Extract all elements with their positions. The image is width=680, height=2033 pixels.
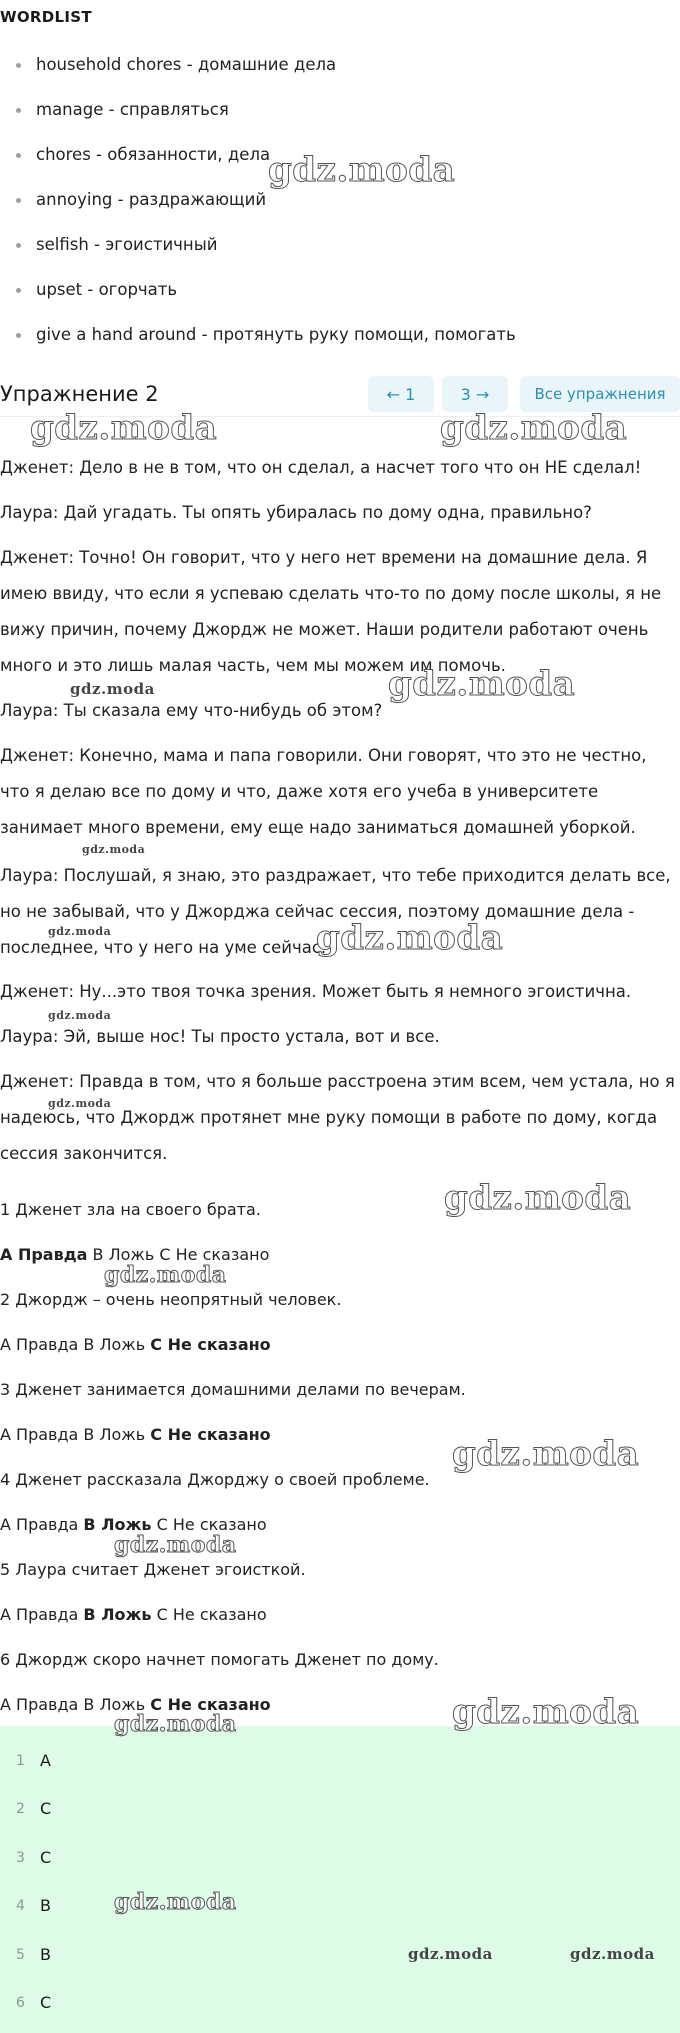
question-text: 6 Джордж скоро начнет помогать Дженет по дому. xyxy=(0,1650,439,1669)
list-item xyxy=(0,279,680,324)
bullet-icon xyxy=(16,198,21,203)
option-c[interactable]: C Не сказано xyxy=(150,1425,271,1444)
list-item xyxy=(0,99,680,144)
answer-number: 1 xyxy=(16,1753,25,1769)
question-text: 5 Лаура считает Дженет эгоисткой. xyxy=(0,1560,306,1579)
option-b[interactable]: B Ложь xyxy=(83,1515,152,1534)
dialogue-line: Дженет: Конечно, мама и папа говорили. Они говорят, что это не честно, что я делаю все по дому и что, даже хотя его учеба в университете занимает много времени, ему еще надо заниматься домашней уборкой. xyxy=(0,746,647,837)
question-options xyxy=(0,1333,680,1357)
wordlist-item-text: household chores - домашние дела xyxy=(36,55,337,74)
option-c[interactable]: C Не сказано xyxy=(150,1695,271,1714)
answer-value: C xyxy=(40,1799,52,1818)
bullet-icon xyxy=(16,108,21,113)
option-c[interactable]: C Не сказано xyxy=(159,1245,270,1264)
bullet-icon xyxy=(16,63,21,68)
wordlist-item-text: upset - огорчать xyxy=(36,280,178,299)
question-options xyxy=(0,1603,680,1627)
divider xyxy=(0,416,680,417)
list-item xyxy=(0,54,680,99)
answer-value: B xyxy=(40,1945,51,1964)
bullet-icon xyxy=(16,288,21,293)
watermark: gdz.moda xyxy=(316,918,504,958)
wordlist-item-text: annoying - раздражающий xyxy=(36,190,267,209)
next-exercise-button[interactable]: 3 → xyxy=(442,376,508,412)
watermark: gdz.moda xyxy=(48,925,112,938)
option-a[interactable]: A Правда xyxy=(0,1425,79,1444)
option-c[interactable]: C Не сказано xyxy=(156,1515,267,1534)
list-item xyxy=(0,234,680,279)
bullet-icon xyxy=(16,243,21,248)
all-exercises-button[interactable]: Все упражнения xyxy=(520,376,680,412)
question-options xyxy=(0,1513,680,1537)
option-a[interactable]: A Правда xyxy=(0,1245,88,1264)
dialogue-line: Дженет: Дело в не в том, что он сделал, а насчет того что он НЕ сделал! xyxy=(0,458,642,477)
answer-number: 2 xyxy=(16,1801,25,1817)
answer-value: C xyxy=(40,1993,52,2012)
watermark: gdz.moda xyxy=(114,1532,237,1558)
exercise-header xyxy=(0,372,680,416)
watermark: gdz.moda xyxy=(114,1711,237,1737)
option-c[interactable]: C Не сказано xyxy=(156,1605,267,1624)
option-b[interactable]: B Ложь xyxy=(83,1695,146,1714)
watermark: gdz.moda xyxy=(444,1178,632,1218)
option-a[interactable]: A Правда xyxy=(0,1695,79,1714)
option-c[interactable]: C Не сказано xyxy=(150,1335,271,1354)
wordlist-item-text: manage - справляться xyxy=(36,100,229,119)
wordlist-item-text: chores - обязанности, дела xyxy=(36,145,271,164)
answer-number: 3 xyxy=(16,1850,25,1866)
watermark: gdz.moda xyxy=(570,1945,655,1963)
wordlist xyxy=(0,54,680,369)
dialogue-line: Лаура: Эй, выше нос! Ты просто устала, вот и все. xyxy=(0,1027,440,1046)
exercise-title: Упражнение 2 xyxy=(0,382,159,406)
option-a[interactable]: A Правда xyxy=(0,1605,79,1624)
answer-number: 6 xyxy=(16,1995,25,2011)
watermark: gdz.moda xyxy=(82,843,146,856)
question-options xyxy=(0,1423,680,1447)
answer-number: 5 xyxy=(16,1947,25,1963)
question-text: 4 Дженет рассказала Джорджу о своей проблеме. xyxy=(0,1470,430,1489)
dialogue-line: Дженет: Точно! Он говорит, что у него нет времени на домашние дела. Я имею ввиду, что если я успеваю сделать что-то по дому после школы, я не вижу причин, почему Джордж не может. Наши родители работают очень много и это лишь малая часть, чем мы можем им помочь. xyxy=(0,548,662,675)
dialogue-line: Дженет: Ну...это твоя точка зрения. Может быть я немного эгоистична. xyxy=(0,982,632,1001)
watermark: gdz.moda xyxy=(70,680,155,698)
watermark: gdz.moda xyxy=(408,1945,493,1963)
prev-exercise-button[interactable]: ← 1 xyxy=(368,376,434,412)
watermark: gdz.moda xyxy=(440,408,628,448)
question-text: 1 Дженет зла на своего брата. xyxy=(0,1200,261,1219)
wordlist-title: WORDLIST xyxy=(0,8,92,26)
dialogue-line: Лаура: Ты сказала ему что-нибудь об этом? xyxy=(0,701,383,720)
watermark: gdz.moda xyxy=(114,1889,237,1915)
bullet-icon xyxy=(16,333,21,338)
answer-value: C xyxy=(40,1848,52,1867)
dialogue-line: Лаура: Дай угадать. Ты опять убиралась по дому одна, правильно? xyxy=(0,503,592,522)
watermark: gdz.moda xyxy=(30,408,218,448)
watermark: gdz.moda xyxy=(452,1692,640,1732)
answer-value: B xyxy=(40,1896,51,1915)
list-item xyxy=(0,144,680,189)
question-options xyxy=(0,1243,680,1267)
watermark: gdz.moda xyxy=(104,1262,227,1288)
watermark: gdz.moda xyxy=(388,664,576,704)
question-text: 3 Дженет занимается домашними делами по вечерам. xyxy=(0,1380,466,1399)
question-options xyxy=(0,1693,680,1717)
watermark: gdz.moda xyxy=(452,1434,640,1474)
option-b[interactable]: B Ложь xyxy=(83,1605,152,1624)
question-text: 2 Джордж – очень неопрятный человек. xyxy=(0,1290,342,1309)
option-a[interactable]: A Правда xyxy=(0,1335,79,1354)
watermark: gdz.moda xyxy=(48,1009,112,1022)
wordlist-item-text: give a hand around - протянуть руку помощи, помогать xyxy=(36,325,516,344)
watermark: gdz.moda xyxy=(268,150,456,190)
option-a[interactable]: A Правда xyxy=(0,1515,79,1534)
bullet-icon xyxy=(16,153,21,158)
wordlist-item-text: selfish - эгоистичный xyxy=(36,235,218,254)
option-b[interactable]: B Ложь xyxy=(92,1245,155,1264)
list-item xyxy=(0,324,680,369)
answer-number: 4 xyxy=(16,1898,25,1914)
option-b[interactable]: B Ложь xyxy=(83,1335,146,1354)
list-item xyxy=(0,189,680,234)
dialogue-line: Дженет: Правда в том, что я больше расстроена этим всем, чем устала, но я надеюсь, что Джордж протянет мне руку помощи в работе по дому, когда сессия закончится. xyxy=(0,1072,675,1163)
answers-panel xyxy=(0,1726,680,2033)
dialogue-line: Лаура: Послушай, я знаю, это раздражает, что тебе приходится делать все, но не забывай, что у Джорджа сейчас сессия, поэтому домашние дела - последнее, что у него на уме сейчас. xyxy=(0,866,671,957)
answer-value: A xyxy=(40,1751,51,1770)
watermark: gdz.moda xyxy=(48,1097,112,1110)
option-b[interactable]: B Ложь xyxy=(83,1425,146,1444)
